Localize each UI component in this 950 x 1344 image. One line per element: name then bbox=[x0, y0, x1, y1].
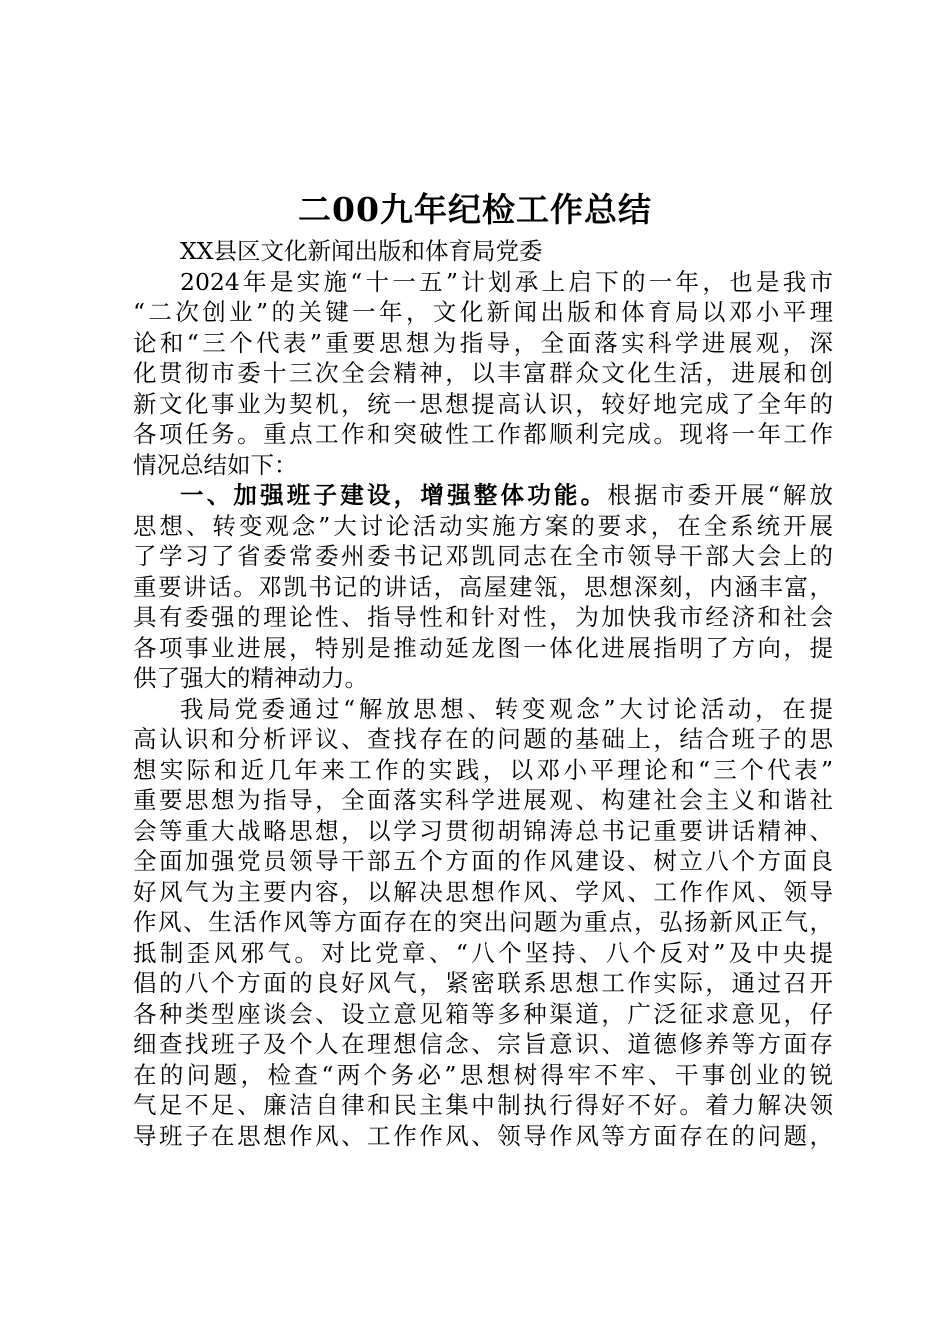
text-line bbox=[133, 328, 833, 359]
text-line bbox=[133, 877, 833, 908]
line-text: 高认识和分析评议、查找存在的问题的基础上，结合班子的思 bbox=[133, 725, 833, 753]
text-line bbox=[133, 968, 833, 999]
line-text: 各种类型座谈会、设立意见箱等多种渠道，广泛征求意见，仔 bbox=[133, 999, 833, 1028]
line-text: 会等重大战略思想，以学习贯彻胡锦涛总书记重要讲话精神、 bbox=[133, 816, 833, 845]
text-line bbox=[133, 1121, 833, 1152]
text-line bbox=[133, 694, 833, 725]
text-line bbox=[133, 419, 833, 450]
line-text: 倡的八个方面的良好风气，紧密联系思想工作实际，通过召开 bbox=[133, 969, 833, 997]
text-line bbox=[133, 938, 833, 969]
line-text: 全面加强党员领导干部五个方面的作风建设、树立八个方面良 bbox=[133, 847, 833, 875]
section-heading: 一、加强班子建设，增强整体功能。 bbox=[180, 481, 608, 509]
line-text: 2024年是实施“十一五”计划承上启下的一年，也是我市 bbox=[180, 267, 833, 296]
text-line bbox=[133, 602, 833, 633]
line-text: 各项任务。重点工作和突破性工作都顺利完成。现将一年工作 bbox=[133, 420, 833, 448]
document-body bbox=[133, 236, 833, 1151]
text-line bbox=[133, 389, 833, 420]
line-text: 化贯彻市委十三次全会精神，以丰富群众文化生活，进展和创 bbox=[133, 359, 833, 387]
text-line bbox=[133, 267, 833, 298]
text-line bbox=[133, 1060, 833, 1091]
text-line bbox=[133, 511, 833, 542]
line-text: 好风气为主要内容，以解决思想作风、学风、工作作风、领导 bbox=[133, 877, 833, 906]
text-line bbox=[133, 724, 833, 755]
text-line bbox=[133, 1090, 833, 1121]
line-text: 导班子在思想作风、工作作风、领导作风等方面存在的问题， bbox=[133, 1121, 833, 1150]
text-line bbox=[133, 846, 833, 877]
line-text: XX县区文化新闻出版和体育局党委 bbox=[180, 237, 543, 265]
line-text: 思想、转变观念”大讨论活动实施方案的要求，在全系统开展 bbox=[133, 511, 833, 540]
text-line bbox=[133, 816, 833, 847]
line-text: 了学习了省委常委州委书记邓凯同志在全市领导干部大会上的 bbox=[133, 542, 833, 570]
line-text: 根据市委开展“解放 bbox=[607, 481, 834, 509]
line-text: 想实际和近几年来工作的实践，以邓小平理论和“三个代表” bbox=[133, 755, 833, 784]
text-line bbox=[133, 358, 833, 389]
line-text: 重要讲话。邓凯书记的讲话，高屋建瓴，思想深刻，内涵丰富， bbox=[133, 572, 833, 601]
text-line bbox=[133, 236, 833, 267]
text-line bbox=[133, 1029, 833, 1060]
line-text: 情况总结如下： bbox=[133, 450, 298, 479]
document-title: 二00九年纪检工作总结 bbox=[298, 190, 652, 229]
text-line bbox=[133, 480, 833, 511]
text-line bbox=[133, 450, 833, 481]
text-line bbox=[133, 907, 833, 938]
text-line bbox=[133, 297, 833, 328]
line-text: 细查找班子及个人在理想信念、宗旨意识、道德修养等方面存 bbox=[133, 1030, 833, 1058]
line-text: 气足不足、廉洁自律和民主集中制执行得好不好。着力解决领 bbox=[133, 1091, 833, 1119]
text-line bbox=[133, 999, 833, 1030]
line-text: 新文化事业为契机，统一思想提高认识，较好地完成了全年的 bbox=[133, 389, 833, 418]
line-text: 在的问题，检查“两个务必”思想树得牢不牢、干事创业的锐 bbox=[133, 1060, 833, 1089]
text-line bbox=[133, 572, 833, 603]
line-text: 各项事业进展，特别是推动延龙图一体化进展指明了方向，提 bbox=[133, 633, 833, 662]
text-line bbox=[133, 785, 833, 816]
line-text: 抵制歪风邪气。对比党章、“八个坚持、八个反对”及中央提 bbox=[133, 938, 833, 967]
line-text: “二次创业”的关键一年，文化新闻出版和体育局以邓小平理 bbox=[133, 298, 833, 326]
line-text: 供了强大的精神动力。 bbox=[133, 664, 368, 692]
text-line bbox=[133, 541, 833, 572]
text-line bbox=[133, 755, 833, 786]
text-line bbox=[133, 663, 833, 694]
line-text: 具有委强的理论性、指导性和针对性，为加快我市经济和社会 bbox=[133, 603, 833, 631]
line-text: 重要思想为指导，全面落实科学进展观、构建社会主义和谐社 bbox=[133, 786, 833, 814]
text-line bbox=[133, 633, 833, 664]
line-text: 我局党委通过“解放思想、转变观念”大讨论活动，在提 bbox=[180, 694, 833, 723]
line-text: 作风、生活作风等方面存在的突出问题为重点，弘扬新风正气， bbox=[133, 908, 833, 936]
line-text: 论和“三个代表”重要思想为指导，全面落实科学进展观，深 bbox=[133, 328, 833, 357]
